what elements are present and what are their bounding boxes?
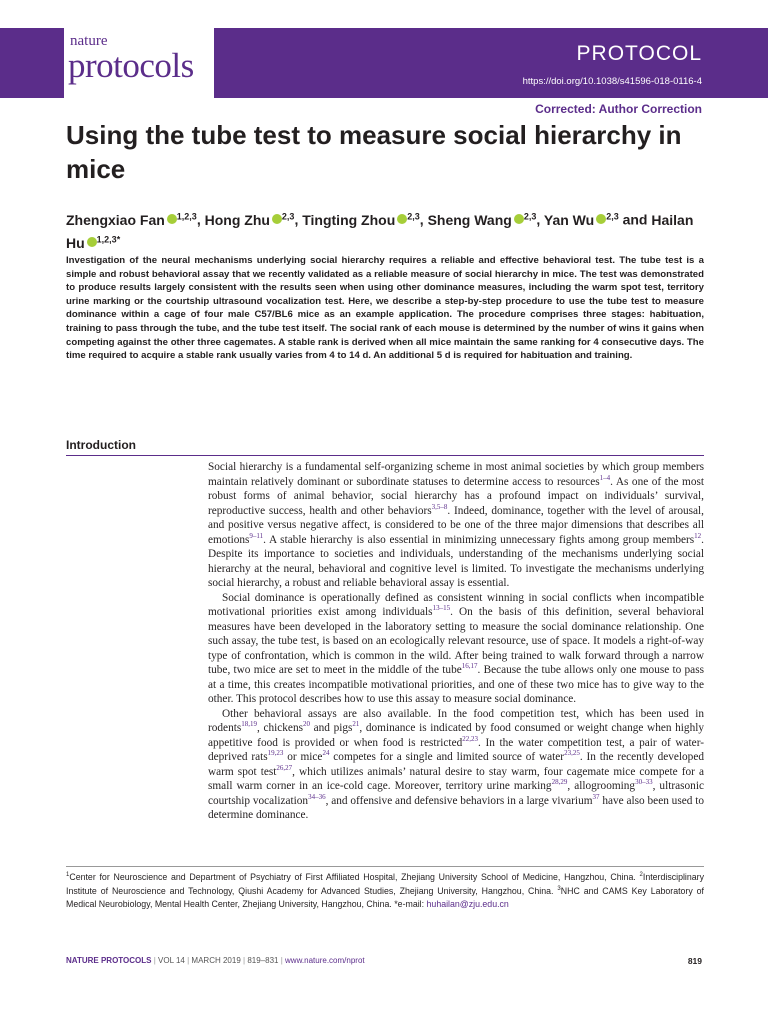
author-name: Hong Zhu — [204, 211, 270, 228]
citation-ref[interactable]: 23,25 — [564, 749, 580, 758]
footer-date: MARCH 2019 — [191, 956, 241, 965]
author-name: Yan Wu — [543, 211, 595, 228]
citation-ref[interactable]: 34–36 — [308, 792, 326, 801]
paragraph-text: . Because the tube allows only one mouse to pass at a time, this creates incompatible motivational priorities, and one of these two mice has to give way to the other. This protocol describes how to use this assay to measure social dominance. — [208, 664, 704, 705]
paragraph-text: . On the basis of this definition, several behavioral measures have been developed in the laboratory setting to measure the social dominance relationship. One such assay, the tube test, is based on an ecologically relevant resource, use of space. It models a right-of-way type of confrontation, which is common in the wild. After being trained to walk forward through a narrow tube, two mice are set to meet in the middle of the tube — [208, 606, 704, 676]
footer-journal: NATURE PROTOCOLS — [66, 956, 152, 965]
orcid-icon[interactable] — [596, 214, 606, 224]
paragraph — [208, 707, 704, 823]
author-affiliation: 2,3 — [523, 211, 537, 221]
section-heading-introduction: Introduction — [66, 438, 136, 452]
author-affiliation: 1,2,3 — [176, 211, 197, 221]
paragraph-text: , and offensive and defensive behaviors in a large vivarium — [325, 794, 593, 807]
affiliation-text: Center for Neuroscience and Department of Psychiatry of First Affiliated Hospital, Zhejiang University School of Medicine, Hangzhou, China. — [69, 871, 640, 882]
paragraph-text: . Indeed, dominance, together with the level of arousal, and positive versus negative affect, is considered to be one of the three major dimensions that describes all emotions — [208, 504, 704, 546]
paragraph-text: . Despite its importance to societies and individuals, understanding of the mechanisms underlying social hierarchy at the neural, behavioral and cognitive level is limited. To investigate the mechanisms underlying social hierarchy, a robust and reliable behavioral assay is essential. — [208, 533, 704, 589]
affiliation-text: Interdisciplinary Institute of Neuroscience and Technology, Qiushi Academy for Advanced Studies, Zhejiang University, Hangzhou, China. — [66, 871, 704, 897]
affiliation-number: 3 — [557, 886, 561, 893]
logo-nature-text: nature — [70, 33, 108, 49]
orcid-icon[interactable] — [167, 214, 177, 224]
affiliation-number: 1 — [66, 872, 70, 878]
citation-ref[interactable]: 21 — [352, 720, 360, 729]
orcid-icon[interactable] — [514, 214, 524, 224]
logo-protocols-text: protocols — [68, 46, 194, 85]
paragraph — [208, 460, 704, 591]
article-title: Using the tube test to measure social hierarchy in mice — [66, 120, 682, 184]
paragraph-text: competes for a single and limited source of water — [329, 751, 565, 763]
footer-journal-url[interactable]: www.nature.com/nprot — [285, 956, 365, 965]
footnote-divider — [66, 866, 704, 867]
author-affiliation: 2,3 — [281, 211, 295, 221]
paragraph-text: or mice — [283, 751, 323, 763]
citation-ref[interactable]: 24 — [322, 749, 330, 758]
affiliation-number: 2 — [639, 872, 643, 878]
author[interactable] — [66, 212, 197, 228]
orcid-icon[interactable] — [87, 237, 97, 247]
doi-link[interactable]: https://doi.org/10.1038/s41596-018-0116-4 — [522, 76, 702, 87]
citation-ref[interactable]: 30–33 — [635, 778, 653, 787]
paragraph-text: . As one of the most robust forms of animal behavior, social hierarchy has a profound impact on individuals’ survival, reproductive success, health and other behaviors — [208, 475, 704, 517]
author-name: Tingting Zhou — [302, 211, 396, 228]
article-type-label: PROTOCOL — [576, 42, 702, 65]
affiliation-footnotes — [66, 869, 704, 910]
footer-volume: VOL 14 — [158, 956, 185, 965]
citation-ref[interactable]: 22,23 — [462, 734, 478, 743]
footer-separator: | — [243, 956, 246, 965]
page-number: 819 — [687, 956, 702, 966]
paragraph-text: and pigs — [310, 722, 353, 734]
author[interactable] — [544, 212, 619, 228]
citation-ref[interactable]: 16,17 — [461, 662, 478, 671]
paragraph-text: , ultrasonic courtship vocalization — [208, 780, 704, 807]
citation-ref[interactable]: 9–11 — [249, 531, 264, 540]
author-name: Zhengxiao Fan — [66, 211, 165, 228]
paragraph-text: Other behavioral assays are also available. In the food competition test, which has been used in rodents — [208, 707, 704, 734]
author-affiliation: 2,3 — [606, 211, 619, 221]
paragraph-text: . In the water competition test, a pair of water-deprived rats — [208, 736, 704, 763]
citation-ref[interactable]: 1–4 — [599, 473, 611, 482]
author[interactable] — [428, 212, 537, 228]
footer-separator: | — [187, 956, 190, 965]
author[interactable] — [205, 212, 295, 228]
section-divider — [66, 455, 704, 456]
citation-ref[interactable]: 37 — [592, 792, 600, 801]
email-link[interactable]: huhailan@zju.edu.cn — [426, 898, 509, 909]
citation-ref[interactable]: 13–15 — [432, 604, 451, 613]
orcid-icon[interactable] — [272, 214, 282, 224]
paragraph-text: . In the recently developed warm spot test — [208, 751, 704, 778]
paragraph-text: have also been used to determine dominance. — [208, 794, 705, 821]
paragraph-text: Social hierarchy is a fundamental self-organizing scheme in most animal societies by which group members maintain relatively dominant or subordinate statuses to determine access to resources — [208, 461, 704, 488]
page-footer — [66, 956, 365, 965]
citation-ref[interactable]: 19,23 — [267, 749, 284, 758]
introduction-body — [208, 460, 704, 823]
citation-ref[interactable]: 18,19 — [241, 720, 258, 729]
author-affiliation: 2,3 — [407, 211, 420, 221]
author-correction-link[interactable]: Corrected: Author Correction — [535, 102, 702, 116]
author-name: Hailan Hu — [66, 211, 694, 252]
abstract: Investigation of the neural mechanisms underlying social hierarchy requires a reliable and effective behavioral test. The tube test is a simple and robust behavioral assay that we recently validated as a reliable measure of social hierarchy in mice. The test was demonstrated to produce results largely consistent with the results seen when using other dominance measures, including the warm spot test, territory urine marking or the courtship ultrasound vocalization test. Here, we describe a step-by-step procedure to use the tube test to measure dominance within a cage of four male C57/BL6 mice as an example application. The procedure comprises three stages: habituation, training to pass through the tube, and the tube test itself. The social rank of each mouse is determined by the number of wins it gains when competing against the other three cagemates. A stable rank is derived when all mice maintain the same ranking for 4 consecutive days. The time required to acquire a stable rank usually varies from 4 to 14 d. An additional 5 d is required for habituation and training. — [66, 255, 704, 362]
author-joiner: and — [622, 211, 648, 228]
citation-ref[interactable]: 26,27 — [276, 763, 293, 772]
author[interactable] — [302, 212, 420, 228]
footer-separator: | — [280, 956, 283, 965]
paragraph-text: , allogrooming — [567, 780, 636, 792]
footer-pages: 819–831 — [247, 956, 279, 965]
paragraph-text: . A stable hierarchy is also essential in minimizing unnecessary fights among group members — [263, 533, 695, 546]
citation-ref[interactable]: 20 — [303, 720, 310, 729]
author-affiliation: 1,2,3* — [96, 234, 121, 245]
author-name: Sheng Wang — [427, 211, 512, 228]
footer-separator: | — [153, 956, 156, 965]
citation-ref[interactable]: 12 — [694, 531, 702, 540]
paragraph-text: , chickens — [257, 722, 303, 734]
paragraph-text: , dominance is indicated by food consumed or weight change when highly appetitive food is provided or when food is restricted — [208, 722, 705, 749]
paragraph-text: , which utilizes animals’ natural desire to stay warm, four cagemate mice compete for a small warm corner in an ice-cold cage. Moreover, territory urine marking — [208, 765, 704, 792]
orcid-icon[interactable] — [397, 214, 407, 224]
paragraph-text: Social dominance is operationally defined as consistent winning in social conflicts when incompatible motivational priorities exist among individuals — [208, 591, 704, 618]
author-list: Zhengxiao Fan $^{1,2,3}$, Hong Zhu $^{2,3}$, Tingting Zhou $^{2,3}$, Sheng Wang $^{2,3}$, Yan Wu $^{2,3}$ and Hailan Hu $^{1,2,3*}$ — [66, 211, 694, 252]
citation-ref[interactable]: 28,29 — [551, 778, 568, 787]
paragraph — [208, 591, 704, 707]
citation-ref[interactable]: 3,5–8 — [431, 502, 448, 511]
affiliation-text: NHC and CAMS Key Laboratory of Medical Neurobiology, Mental Health Center, Zhejiang University, Hangzhou, China. *e-mail: — [66, 886, 704, 909]
